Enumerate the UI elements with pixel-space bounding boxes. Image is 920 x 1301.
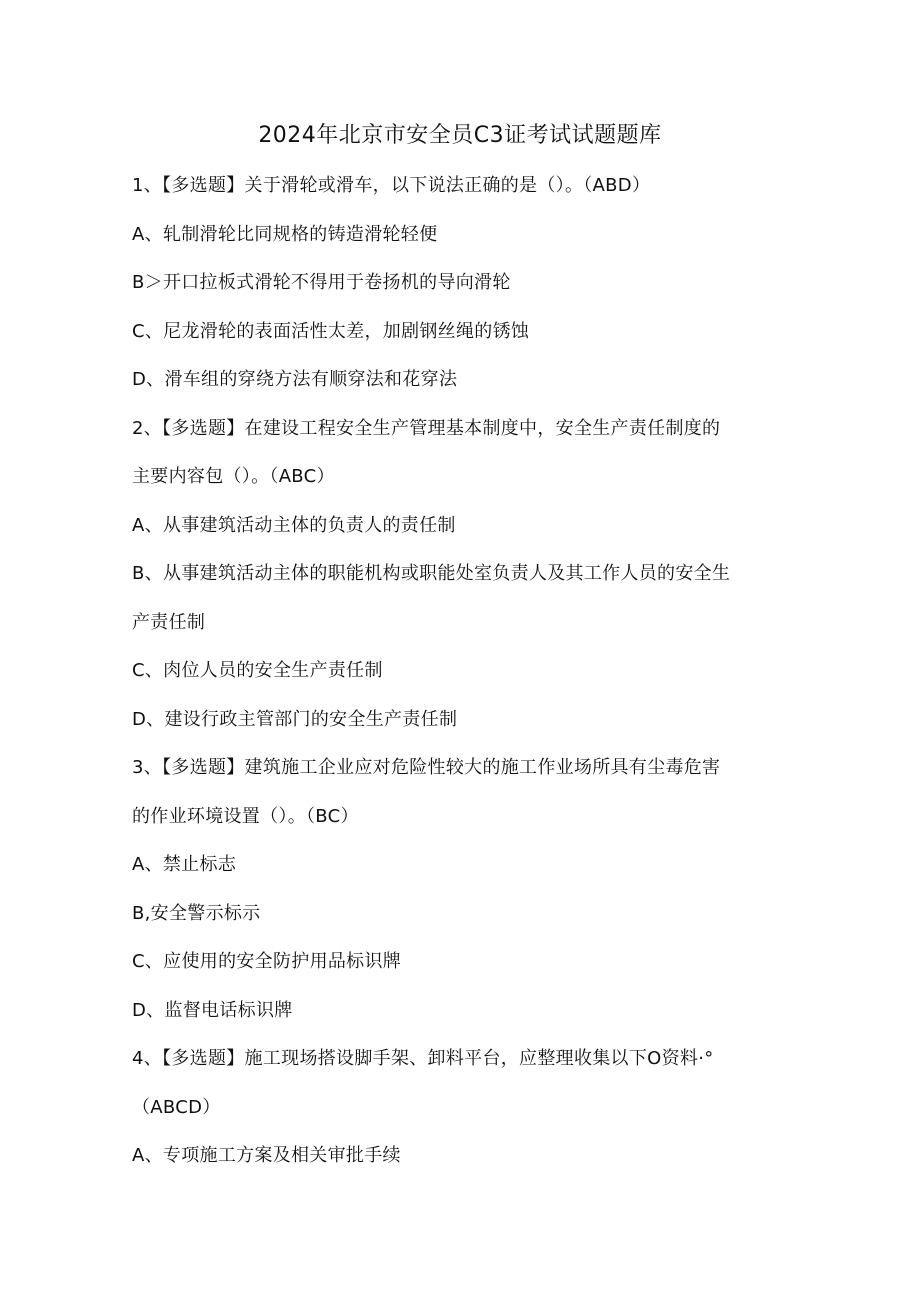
question-1-option-a: A、轧制滑轮比同规格的铸造滑轮轻便 [132, 223, 438, 245]
question-1-option-c: C、尼龙滑轮的表面活性太差，加剧钢丝绳的锈蚀 [132, 320, 530, 342]
document-title: 2024年北京市安全员C3证考试试题题库 [258, 123, 662, 148]
question-4-stem-continued: （ABCD） [132, 1096, 221, 1118]
question-3-option-c: C、应使用的安全防护用品标识牌 [132, 951, 402, 972]
document-body [132, 167, 792, 1186]
question-3-option-d: D、监督电话标识牌 [132, 999, 293, 1021]
question-3-option-b: B,安全警示标示 [132, 902, 261, 924]
question-4-option-a: A、专项施工方案及相关审批手续 [132, 1145, 401, 1166]
question-4-stem: 4、【多选题】施工现场搭设脚手架、卸料平台，应整理收集以下O资料·° [132, 1048, 714, 1069]
question-2-option-b-continued: 产责任制 [132, 611, 206, 633]
question-3-stem-continued: 的作业环境设置（）。（BC） [132, 805, 359, 827]
question-1-stem: 1、【多选题】关于滑轮或滑车，以下说法正确的是（）。（ABD） [132, 175, 651, 196]
question-1-option-b: B＞开口拉板式滑轮不得用于卷扬机的导向滑轮 [132, 272, 511, 293]
question-2-stem-continued: 主要内容包（）。（ABC） [132, 466, 335, 487]
question-2-option-c: C、肉位人员的安全生产责任制 [132, 660, 383, 681]
question-1-option-d: D、滑车组的穿绕方法有顺穿法和花穿法 [132, 369, 458, 390]
question-2-option-a: A、从事建筑活动主体的负责人的责任制 [132, 514, 456, 536]
question-2-option-b: B、从事建筑活动主体的职能机构或职能处室负责人及其工作人员的安全生 [132, 563, 731, 584]
question-2-option-d: D、建设行政主管部门的安全生产责任制 [132, 708, 458, 730]
question-3-option-a: A、禁止标志 [132, 854, 237, 875]
question-3-stem: 3、【多选题】建筑施工企业应对危险性较大的施工作业场所具有尘毒危害 [132, 757, 721, 778]
question-2-stem: 2、【多选题】在建设工程安全生产管理基本制度中，安全生产责任制度的 [132, 417, 721, 439]
